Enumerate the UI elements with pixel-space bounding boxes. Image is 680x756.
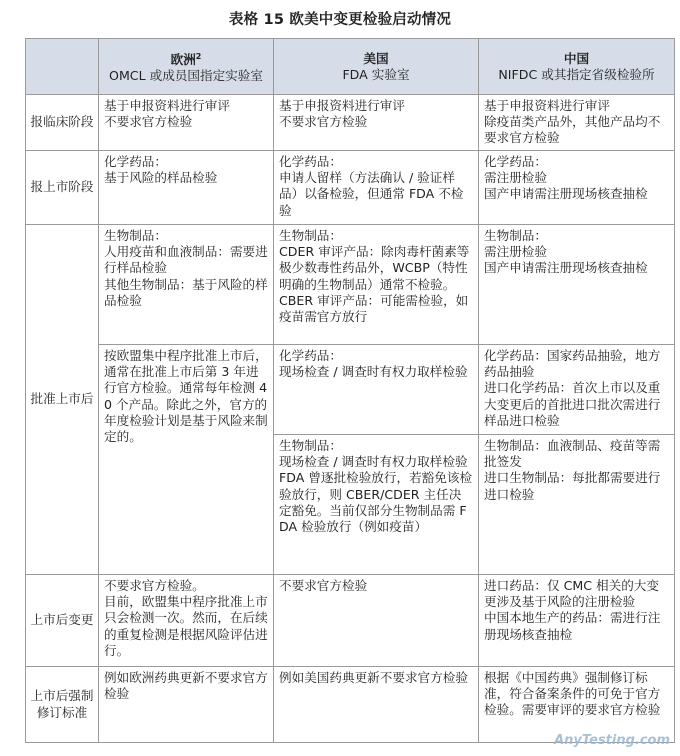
cell-line: 中国本地生产的药品：需进行注册现场核查抽检 (484, 610, 661, 642)
cell-line: 国产申请需注册现场核查抽检 (484, 186, 648, 202)
cell-us-post-approval-chem (274, 345, 479, 435)
row-head-post-change: 上市后变更 (26, 575, 99, 667)
cell-eu-post-approval-bio (99, 225, 274, 345)
header-eu (99, 39, 274, 95)
header-us-sub: FDA 实验室 (342, 66, 410, 82)
cell-eu-post-approval-general (99, 345, 274, 575)
cell-us-standard-revision (274, 667, 479, 743)
cell-line: 生物制品：血液制品、疫苗等需批签发 (484, 438, 661, 470)
cell-us-post-change (274, 575, 479, 667)
header-cn-name: 中国 (563, 51, 590, 66)
cell-eu-clinical (99, 95, 274, 151)
cell-line: 基于申报资料进行审评 (484, 98, 610, 113)
cell-line: 化学药品： (104, 154, 167, 169)
table-title: 表格 15 欧美中变更检验启动情况 (228, 12, 452, 28)
cell-line: 化学药品：国家药品抽验，地方药品抽验 (484, 348, 661, 380)
table-row (26, 95, 675, 151)
row-head-standard-revision: 上市后强制修订标准 (26, 667, 99, 743)
cell-cn-post-approval-bio (479, 225, 675, 345)
table-row (26, 345, 675, 435)
header-eu-name: 欧洲 (170, 52, 196, 68)
cell-line: 化学药品： (279, 348, 342, 363)
cell-cn-post-approval-bio2 (479, 435, 675, 575)
cell-line: 目前，欧盟集中程序批准上市只会检测一次。然而，在后续的重复检测是根据风险评估进行。 (104, 594, 268, 658)
cell-line: 进口生物制品：每批都需要进行进口检验 (484, 470, 661, 502)
cell-cn-post-change (479, 575, 675, 667)
cell-line: 根据《中国药典》强制修订标准，符合备案条件的可免于官方检验。需要审评的要求官方检验 (484, 670, 661, 718)
cell-line: 其他生物制品：基于风险的样品检验 (104, 276, 268, 308)
cell-line: 不要求官方检验 (279, 114, 368, 130)
cell-line: FDA 曾逐批检验放行，若豁免该检验放行，则 CBER/CDER 主任决定豁免。当前仅部分生物制品需 FDA 检验放行（例如疫苗） (279, 470, 473, 535)
cell-line: 人用疫苗和血液制品：需要进行样品检验 (104, 244, 268, 276)
cell-line: 除疫苗类产品外，其他产品均不要求官方检验 (484, 114, 661, 146)
cell-line: 不要求官方检验 (104, 114, 193, 130)
comparison-table (25, 38, 675, 743)
cell-line: 例如欧洲药典更新不要求官方检验 (104, 670, 268, 702)
cell-line: 现场检查 / 调查时有权力取样检验 (279, 364, 468, 380)
cell-line: 生物制品： (279, 228, 342, 243)
cell-line: 生物制品： (279, 438, 342, 453)
table-row (26, 225, 675, 345)
cell-line: CDER 审评产品：除肉毒杆菌素等极少数毒性药品外，WCBP（特性明确的生物制品）通常不检验。 (279, 244, 470, 292)
cell-line: 不要求官方检验 (279, 578, 368, 593)
header-cn (479, 39, 675, 95)
header-cn-sub: NIFDC 或其指定省级检验所 (498, 66, 655, 82)
cell-line: 基于风险的样品检验 (104, 170, 218, 186)
cell-line: 生物制品： (484, 228, 547, 243)
cell-line: 不要求官方检验。 (104, 578, 205, 593)
cell-line: 申请人留样（方法确认 / 验证样品）以备检验，但通常 FDA 不检验 (279, 170, 464, 218)
cell-us-post-approval-bio (274, 225, 479, 345)
header-row (26, 39, 675, 95)
cell-line: 进口化学药品：首次上市以及重大变更后的首批进口批次需进行样品进口检验 (484, 380, 661, 428)
cell-us-clinical (274, 95, 479, 151)
cell-cn-clinical (479, 95, 675, 151)
cell-cn-post-approval-chem (479, 345, 675, 435)
cell-line: 国产申请需注册现场核查抽检 (484, 260, 648, 276)
row-head-post-approval: 批准上市后 (26, 225, 99, 575)
cell-us-post-approval-bio2 (274, 435, 479, 575)
header-eu-sub: OMCL 或成员国指定实验室 (109, 68, 263, 84)
header-corner (26, 39, 99, 95)
cell-line: 例如美国药典更新不要求官方检验 (279, 670, 468, 685)
cell-cn-standard-revision (479, 667, 675, 743)
table-row (26, 151, 675, 225)
header-eu-footnote: 2 (195, 52, 202, 62)
cell-cn-marketing-app (479, 151, 675, 225)
cell-line: 需注册检验 (484, 244, 547, 260)
cell-line: 基于申报资料进行审评 (279, 98, 405, 113)
cell-line: 基于申报资料进行审评 (104, 98, 230, 113)
cell-line: 化学药品： (484, 154, 547, 169)
header-us-name: 美国 (363, 51, 389, 66)
cell-line: 需注册检验 (484, 170, 547, 186)
cell-line: 进口药品：仅 CMC 相关的大变更涉及基于风险的注册检验 (484, 578, 659, 610)
table-row (26, 667, 675, 743)
watermark-logo: AnyTesting.com (554, 733, 670, 748)
table-row (26, 575, 675, 667)
row-head-marketing-app: 报上市阶段 (26, 151, 99, 225)
row-head-clinical: 报临床阶段 (26, 95, 99, 151)
cell-eu-standard-revision (99, 667, 274, 743)
cell-line: 生物制品： (104, 228, 167, 243)
cell-line: 按欧盟集中程序批准上市后，通常在批准上市后第 3 年进行官方检验。通常每年检测 40 个产品。除此之外，官方的年度检验计划是基于风险来制定的。 (104, 348, 268, 445)
header-us (274, 39, 479, 95)
cell-line: CBER 审评产品：可能需检验，如疫苗需官方放行 (279, 292, 469, 325)
cell-line: 化学药品： (279, 154, 342, 169)
cell-eu-marketing-app (99, 151, 274, 225)
cell-line: 现场检查 / 调查时有权力取样检验 (279, 454, 468, 470)
cell-eu-post-change (99, 575, 274, 667)
cell-us-marketing-app (274, 151, 479, 225)
